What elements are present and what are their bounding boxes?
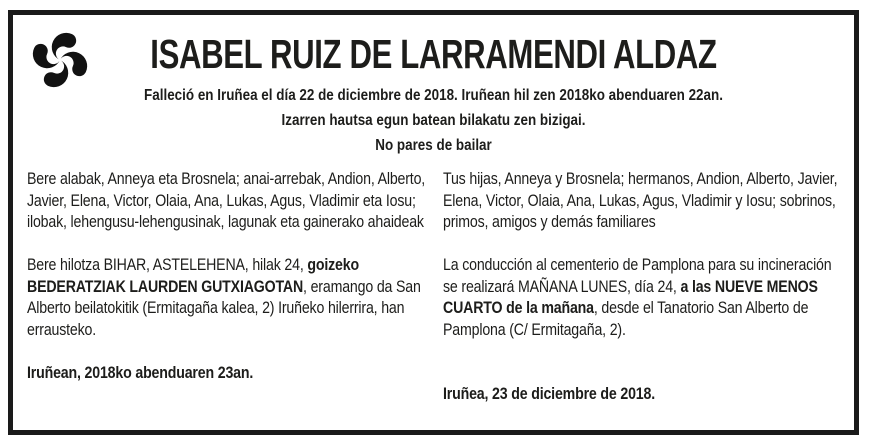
funeral-text-basque: Bere hilotza BIHAR, ASTELEHENA, hilak 24,: [27, 255, 308, 274]
family-paragraph-spanish: Tus hijas, Anneya y Brosnela; hermanos, Andion, Alberto, Javier, Elena, Victor, Olaia, Ana, Lukas, Agus, Vladimir y Iosu; sobrinos, primos, amigos y demás familiares: [442, 169, 837, 231]
notice-frame: [8, 10, 859, 435]
motto-line: No pares de bailar: [375, 137, 492, 154]
dateline-basque: Iruñean, 2018ko abenduaren 23an.: [27, 362, 254, 382]
dateline-spanish: Iruñea, 23 de diciembre de 2018.: [442, 384, 655, 403]
notice-body: [13, 168, 854, 405]
column-basque: [27, 168, 429, 405]
family-paragraph-basque: Bere alabak, Anneya eta Brosnela; anai-arrebak, Andion, Alberto, Javier, Elena, Victor, Olaia, Ana, Lukas, Agus, Vladimir eta Iosu; ilobak, lehengusu-lehengusinak, lagunak eta gainerako ahaideak: [27, 169, 426, 231]
basque-epitaph-line: Izarren hautsa egun batean bilakatu zen bizigai.: [281, 112, 586, 129]
funeral-text-spanish: La conducción al cementerio de Pamplona para su incineración se realizará MAÑANA LUNES, día 24,: [442, 255, 831, 296]
death-announcement-line: Falleció en Iruñea el día 22 de diciembre de 2018. Iruñean hil zen 2018ko abenduaren 22an.: [144, 87, 723, 104]
funeral-time-basque: goizeko BEDERATZIAK LAURDEN GUTXIAGOTAN: [27, 255, 359, 296]
column-spanish: [443, 168, 845, 405]
funeral-paragraph-basque: [27, 254, 428, 340]
funeral-paragraph-spanish: [443, 254, 844, 340]
funeral-place-spanish: , desde el Tanatorio San Alberto de Pamplona (C/ Ermitagaña, 2).: [442, 298, 808, 339]
deceased-name: ISABEL RUIZ DE LARRAMENDI ALDAZ: [150, 31, 717, 77]
funeral-time-spanish: a las NUEVE MENOS CUARTO de la mañana: [442, 276, 818, 317]
funeral-place-basque: , eramango da San Alberto beilatokitik (Ermitagaña kalea, 2) Iruñeko hilerrira, han errausteko.: [27, 276, 421, 339]
announcement-lines: [13, 83, 854, 158]
